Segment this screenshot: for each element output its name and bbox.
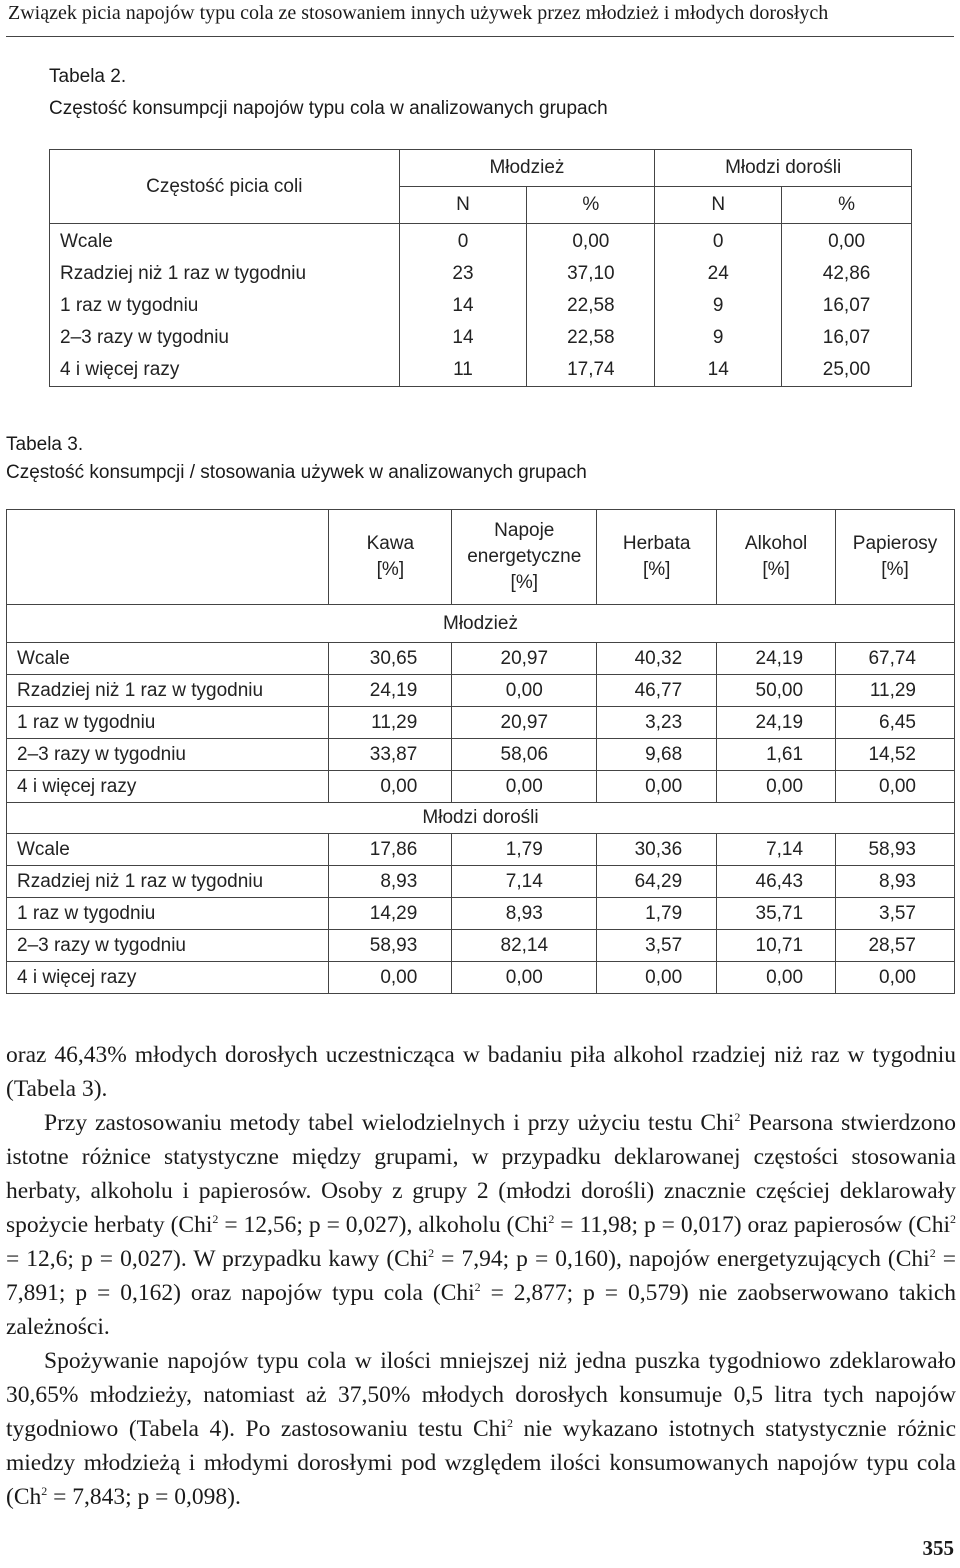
table-row [7,834,955,866]
table2-cell: 22,58 [527,322,655,354]
text-run: = 12,56; p = 0,027), alkoholu (Chi [218,1212,549,1238]
table3-col-label: Kawa [366,533,415,554]
table2-row-label: 4 i więcej razy [50,354,400,387]
paragraph-2 [6,1106,956,1344]
table3-cell: 1,79 [597,898,717,930]
superscript: 2 [212,1212,219,1226]
table3-col-label: Papierosy [852,533,938,554]
table3-cell: 10,71 [717,930,836,962]
table2-cell: 0 [399,224,527,259]
table3-cell: 8,93 [452,898,597,930]
text-run: Spożywanie napojów typu cola w ilości mniejszej niż jedna puszka tygodniowo zdeklarowało 30,65% młodzieży, natomiast aż 37,50% młodych dorosłych konsumuje 0,5 litra tych napojów tygodniowo (Tabela 4). Po zastosowaniu testu Chi [6,1348,956,1442]
table3-row-label: Wcale [7,643,329,675]
table3-col-alcohol [717,510,836,605]
table2-cell: 23 [399,258,527,290]
table3-cell: 64,29 [597,866,717,898]
table3-cell: 0,00 [329,771,452,803]
table3-cell: 8,93 [329,866,452,898]
table3-cell: 7,14 [452,866,597,898]
table3-group-young-adults: Młodzi dorośli [7,803,955,834]
table3-row-label: Wcale [7,834,329,866]
table3-cell: 58,93 [836,834,955,866]
table3-row-label: Rzadziej niż 1 raz w tygodniu [7,866,329,898]
table2-cell: 14 [399,322,527,354]
table-row [7,962,955,994]
table2-cell: 16,07 [782,290,912,322]
header-rule [6,36,954,37]
table-row [7,643,955,675]
table3-cell: 35,71 [717,898,836,930]
table3-cell: 24,19 [717,707,836,739]
table3-col-unit: [%] [376,559,405,580]
table3-cell: 7,14 [717,834,836,866]
table3-cell: 0,00 [329,962,452,994]
body-text [6,1038,956,1514]
superscript: 2 [949,1212,956,1226]
table2-cell: 17,74 [527,354,655,387]
table2-cell: 25,00 [782,354,912,387]
table-row [50,322,912,354]
table-row [7,707,955,739]
table2-cell: 11 [399,354,527,387]
table3-col-label: energetyczne [467,546,582,567]
table2-cell: 24 [655,258,782,290]
table3-group-youth: Młodzież [7,605,955,643]
table2-cell: 42,86 [782,258,912,290]
superscript: 2 [474,1280,481,1294]
table2-group-youth: Młodzież [399,150,655,187]
table3-cell: 1,79 [452,834,597,866]
table3-row-label: Rzadziej niż 1 raz w tygodniu [7,675,329,707]
table-row [50,354,912,387]
table2-cell: 0 [655,224,782,259]
table3-cell: 50,00 [717,675,836,707]
table3-cell: 11,29 [329,707,452,739]
table3-cell: 24,19 [717,643,836,675]
table2-cell: 14 [655,354,782,387]
table3-row-label: 2–3 razy w tygodniu [7,739,329,771]
table3-cell: 28,57 [836,930,955,962]
paragraph-1: oraz 46,43% młodych dorosłych uczestnicząca w badaniu piła alkohol rzadziej niż raz w tygodniu (Tabela 3). [6,1042,956,1102]
table3-cell: 33,87 [329,739,452,771]
table-row [50,290,912,322]
table3-cell: 0,00 [597,962,717,994]
table3-cell: 3,57 [836,898,955,930]
table3-col-cigarettes [836,510,955,605]
table2-row-label: 1 raz w tygodniu [50,290,400,322]
table-row [7,898,955,930]
table3-row-label: 4 i więcej razy [7,962,329,994]
table3-cell: 6,45 [836,707,955,739]
table-row [7,771,955,803]
table2-cell: 22,58 [527,290,655,322]
text-run: Przy zastosowaniu metody tabel wielodzielnych i przy użyciu testu Chi [44,1110,735,1136]
superscript: 2 [41,1484,48,1498]
table3-cell: 58,93 [329,930,452,962]
table3-cell: 0,00 [717,962,836,994]
table2-cell: 14 [399,290,527,322]
table3-cell: 14,52 [836,739,955,771]
table3-cell: 40,32 [597,643,717,675]
text-run: = 12,6; p = 0,027). W przypadku kawy (Chi [6,1246,429,1272]
table3-cell: 30,36 [597,834,717,866]
table2-subheader: N [399,187,527,224]
table3-cell: 20,97 [452,643,597,675]
table3 [6,509,955,994]
table3-col-unit: [%] [762,559,790,580]
table2-cell: 16,07 [782,322,912,354]
table3-col-coffee [329,510,452,605]
table3-col-unit: [%] [510,572,538,593]
table3-cell: 0,00 [836,962,955,994]
text-run: = 2,877; p = 0,579) nie zaobserwowano takich zależności. [6,1280,956,1340]
table-row [7,866,955,898]
table3-col-energy-drinks [452,510,597,605]
table3-col-unit: [%] [881,559,909,580]
superscript: 2 [929,1246,936,1260]
table3-cell: 0,00 [597,771,717,803]
text-run: Pearsona stwierdzono istotne różnice statystyczne między grupami, w przypadku deklarowanej częstości stosowania herbaty, alkoholu i papierosów. Osoby z grupy 2 (młodzi dorośli) znacznie częściej deklarowały spożycie herbaty (Chi [6,1110,956,1238]
table3-cell: 24,19 [329,675,452,707]
table3-cell: 20,97 [452,707,597,739]
table2-subheader: % [782,187,912,224]
table-row [7,739,955,771]
table2-cell: 9 [655,290,782,322]
superscript: 2 [734,1110,741,1124]
table3-cell: 67,74 [836,643,955,675]
table3-cell: 0,00 [452,675,597,707]
table3-col-tea [597,510,717,605]
table3-row-label: 2–3 razy w tygodniu [7,930,329,962]
table2-cell: 37,10 [527,258,655,290]
table3-cell: 30,65 [329,643,452,675]
table3-cell: 14,29 [329,898,452,930]
table2-row-label: 2–3 razy w tygodniu [50,322,400,354]
table3-cell: 3,23 [597,707,717,739]
table3-corner [7,510,329,605]
table-row [50,258,912,290]
text-run: = 7,94; p = 0,160), napojów energetyzujących (Chi [434,1246,930,1272]
table2-group-young-adults: Młodzi dorośli [655,150,912,187]
table3-label: Tabela 3. [6,434,84,455]
running-header: Związek picia napojów typu cola ze stosowaniem innych używek przez młodzież i młodych dorosłych [8,2,829,24]
table3-row-label: 1 raz w tygodniu [7,898,329,930]
table2-row-header: Częstość picia coli [50,150,400,224]
table3-cell: 0,00 [452,771,597,803]
table3-title: Częstość konsumpcji / stosowania używek w analizowanych grupach [6,462,587,483]
table3-cell: 82,14 [452,930,597,962]
table3-cell: 9,68 [597,739,717,771]
table3-cell: 3,57 [597,930,717,962]
table3-cell: 0,00 [836,771,955,803]
table3-col-unit: [%] [642,559,671,580]
table2-label: Tabela 2. [49,66,127,87]
table3-cell: 1,61 [717,739,836,771]
text-run: = 7,843; p = 0,098). [47,1484,241,1510]
table2-cell: 0,00 [527,224,655,259]
table2-title: Częstość konsumpcji napojów typu cola w analizowanych grupach [49,98,608,119]
superscript: 2 [506,1416,513,1430]
table-row [50,224,912,259]
table3-cell: 0,00 [452,962,597,994]
table3-cell: 0,00 [717,771,836,803]
table3-cell: 46,77 [597,675,717,707]
text-run: = 11,98; p = 0,017) oraz papierosów (Chi [554,1212,950,1238]
table3-col-label: Alkohol [744,533,808,554]
text-run: = 7,891; p = 0,162) oraz napojów typu cola (Chi [6,1246,957,1306]
page-number: 355 [922,1536,954,1560]
table3-cell: 8,93 [836,866,955,898]
table3-cell: 58,06 [452,739,597,771]
table-row [7,930,955,962]
table3-col-label: Napoje [494,520,555,541]
table3-cell: 11,29 [836,675,955,707]
table3-cell: 46,43 [717,866,836,898]
table3-cell: 17,86 [329,834,452,866]
table3-row-label: 4 i więcej razy [7,771,329,803]
superscript: 2 [428,1246,435,1260]
table2-subheader: N [655,187,782,224]
superscript: 2 [548,1212,555,1226]
text-run: nie wykazano istotnych statystycznie różnic miedzy młodzieżą i młodymi dorosłymi pod względem ilości konsumowanych napojów typu cola (Ch [6,1416,956,1510]
table3-col-label: Herbata [622,533,691,554]
table2-row-label: Rzadziej niż 1 raz w tygodniu [50,258,400,290]
table2 [49,149,912,387]
table2-subheader: % [527,187,655,224]
table2-cell: 0,00 [782,224,912,259]
table-row [7,675,955,707]
table3-row-label: 1 raz w tygodniu [7,707,329,739]
paragraph-3 [6,1344,956,1514]
table2-cell: 9 [655,322,782,354]
table2-row-label: Wcale [50,224,400,259]
